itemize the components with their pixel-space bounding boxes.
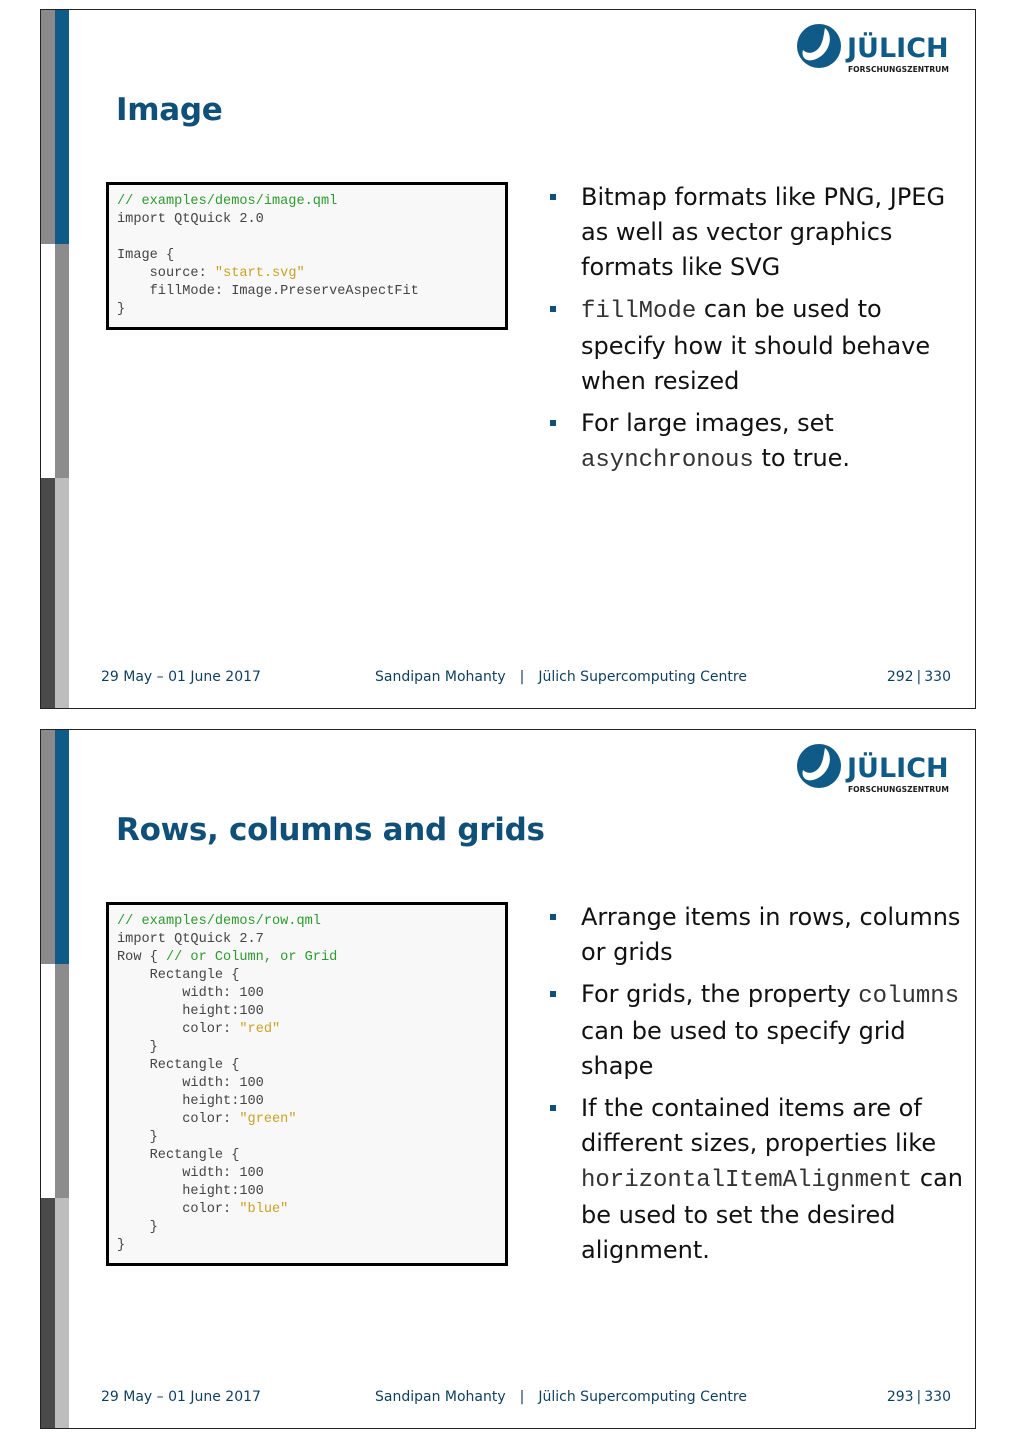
code-block xyxy=(106,182,508,330)
logo-emblem-icon xyxy=(797,24,841,68)
slide-293 xyxy=(40,729,976,1429)
code-line: source: "start.svg" xyxy=(117,266,305,281)
code-line: color: "blue" xyxy=(117,1202,289,1217)
julich-logo xyxy=(795,22,955,74)
bullet-square-icon xyxy=(550,306,556,312)
code-line: height:100 xyxy=(117,1004,264,1019)
page-current: 293 xyxy=(886,1389,914,1405)
footer-institute: Jülich Supercomputing Centre xyxy=(538,669,747,685)
bullet-square-icon xyxy=(550,991,556,997)
footer-author-institute xyxy=(375,1389,747,1405)
code-line: Rectangle { xyxy=(117,968,240,983)
code-line: // examples/demos/image.qml xyxy=(117,194,338,209)
bullet-item: fillMode can be used to specify how it should behave when resized xyxy=(547,292,967,399)
slide-title: Image xyxy=(116,92,223,128)
bullet-item: For large images, set asynchronous to true. xyxy=(547,406,967,478)
footer-date: 29 May – 01 June 2017 xyxy=(101,669,261,685)
code-line: height:100 xyxy=(117,1094,264,1109)
code-line: } xyxy=(117,1040,158,1055)
bullet-item: If the contained items are of different sizes, properties like horizontalItemAlignment can be used to set the desired alignment. xyxy=(547,1091,967,1268)
code-line: width: 100 xyxy=(117,986,264,1001)
logo-subtitle: FORSCHUNGSZENTRUM xyxy=(848,785,949,794)
logo-name: JÜLICH xyxy=(847,753,949,784)
bullet-item: Bitmap formats like PNG, JPEG as well as vector graphics formats like SVG xyxy=(547,180,967,285)
code-line: } xyxy=(117,1220,158,1235)
decorative-side-stripe xyxy=(41,730,69,1429)
footer-date: 29 May – 01 June 2017 xyxy=(101,1389,261,1405)
code-line: fillMode: Image.PreserveAspectFit xyxy=(117,284,419,299)
logo-name: JÜLICH xyxy=(847,33,949,64)
bullet-square-icon xyxy=(550,1105,556,1111)
code-line: Row { // or Column, or Grid xyxy=(117,950,338,965)
footer-separator: | xyxy=(519,669,525,685)
code-line: import QtQuick 2.0 xyxy=(117,212,264,227)
page-total: 330 xyxy=(924,1389,951,1405)
footer-separator: | xyxy=(519,1389,525,1405)
footer-author: Sandipan Mohanty xyxy=(375,1389,506,1405)
page-total: 330 xyxy=(924,669,951,685)
bullet-item: Arrange items in rows, columns or grids xyxy=(547,900,967,970)
code-line: color: "red" xyxy=(117,1022,281,1037)
bullet-square-icon xyxy=(550,914,556,920)
bullet-item: For grids, the property columns can be used to specify grid shape xyxy=(547,977,967,1084)
bullet-square-icon xyxy=(550,420,556,426)
code-line: import QtQuick 2.7 xyxy=(117,932,264,947)
logo-emblem-icon xyxy=(797,744,841,788)
code-line: Image { xyxy=(117,248,175,263)
logo-subtitle: FORSCHUNGSZENTRUM xyxy=(848,65,949,74)
bullet-list xyxy=(547,900,967,1275)
footer-author-institute xyxy=(375,669,747,685)
footer-institute: Jülich Supercomputing Centre xyxy=(538,1389,747,1405)
code-line: } xyxy=(117,302,126,317)
page-current: 292 xyxy=(886,669,914,685)
code-line: } xyxy=(117,1238,126,1253)
code-line xyxy=(117,229,497,247)
code-line: color: "green" xyxy=(117,1112,297,1127)
code-line: height:100 xyxy=(117,1184,264,1199)
code-line: width: 100 xyxy=(117,1166,264,1181)
bullet-square-icon xyxy=(550,194,556,200)
code-line: width: 100 xyxy=(117,1076,264,1091)
code-line: } xyxy=(117,1130,158,1145)
code-block xyxy=(106,902,508,1266)
code-line: Rectangle { xyxy=(117,1058,240,1073)
slide-292 xyxy=(40,9,976,709)
code-line: Rectangle { xyxy=(117,1148,240,1163)
code-line: // examples/demos/row.qml xyxy=(117,914,321,929)
slide-title: Rows, columns and grids xyxy=(116,812,545,848)
footer-author: Sandipan Mohanty xyxy=(375,669,506,685)
bullet-list xyxy=(547,180,967,485)
decorative-side-stripe xyxy=(41,10,69,709)
footer-page-number: 293 | 330 xyxy=(886,1389,951,1405)
footer-page-number: 292 | 330 xyxy=(886,669,951,685)
julich-logo xyxy=(795,742,955,794)
